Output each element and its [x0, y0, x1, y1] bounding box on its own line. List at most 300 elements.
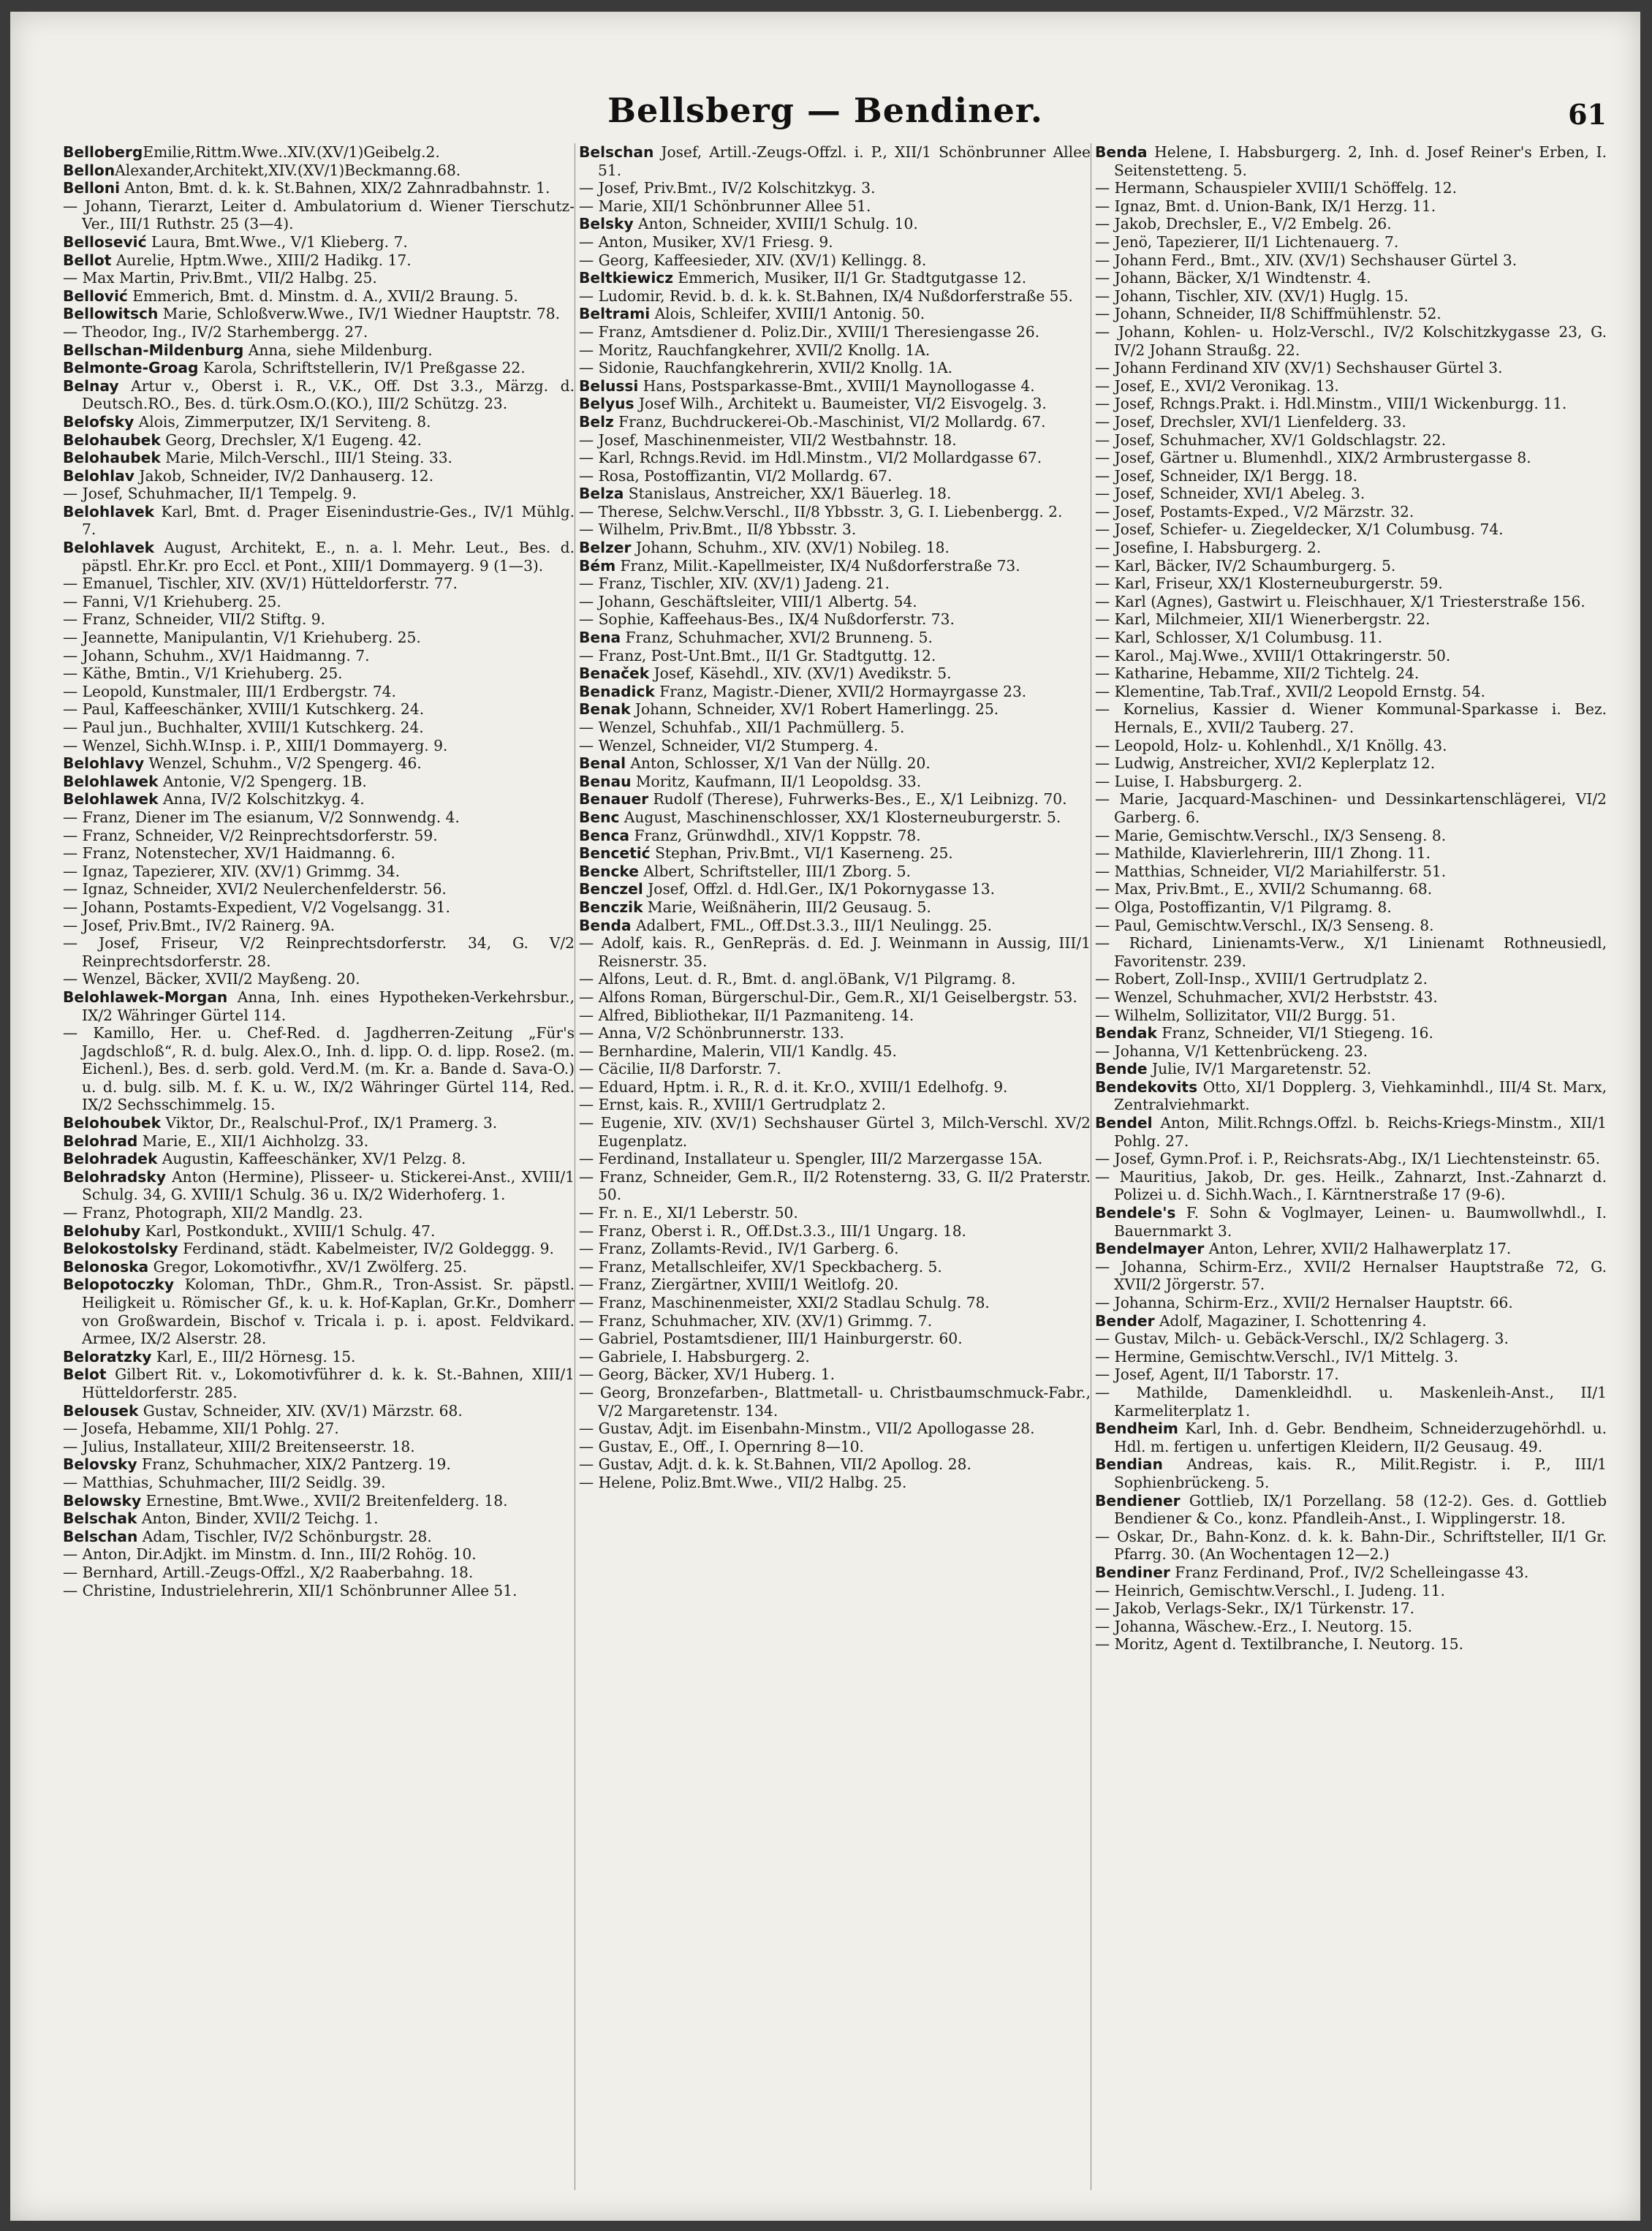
- entry-text: Franz Ferdinand, Prof., IV/2 Schelleingasse 43.: [1170, 1563, 1529, 1581]
- directory-entry: [1095, 323, 1607, 359]
- entry-text: — Karl, Bäcker, IV/2 Schaumburgerg. 5.: [1095, 556, 1396, 575]
- entry-text: — Josef, Schuhmacher, II/1 Tempelg. 9.: [63, 485, 357, 503]
- directory-entry: [579, 1060, 1091, 1078]
- directory-entry: [1095, 1204, 1607, 1240]
- entry-text: Gustav, Schneider, XIV. (XV/1) Märzstr. 68.: [138, 1401, 463, 1420]
- entry-text: — Johann, Geschäftsleiter, VIII/1 Albertg. 54.: [579, 592, 917, 610]
- entry-text: Anton, Milit.Rchngs.Offzl. b. Reichs-Kriegs-Minstm., XII/1 Pohlg. 27.: [1114, 1114, 1607, 1150]
- entry-text: Josef, Käsehdl., XIV. (XV/1) Avedikstr. 5.: [649, 664, 952, 683]
- directory-entry: [1095, 1114, 1607, 1150]
- entry-text: — Marie, XII/1 Schönbrunner Allee 51.: [579, 197, 871, 215]
- directory-entry: [1095, 863, 1607, 881]
- directory-entry: [579, 1150, 1091, 1168]
- directory-entry: [1095, 827, 1607, 845]
- entry-text: Johann, Schuhm., XIV. (XV/1) Nobileg. 18.: [631, 539, 950, 557]
- entry-surname: Bende: [1095, 1060, 1148, 1078]
- entry-text: Hans, Postsparkasse-Bmt., XVIII/1 Maynollogasse 4.: [638, 376, 1035, 395]
- entry-text: — Sidonie, Rauchfangkehrerin, XVII/2 Knollg. 1A.: [579, 359, 953, 377]
- entry-text: Helene, I. Habsburgerg. 2, Inh. d. Josef Reiner's Erben, I. Seitenstetteng. 5.: [1114, 143, 1607, 179]
- directory-entry: [579, 647, 1091, 665]
- entry-surname: Bender: [1095, 1311, 1155, 1330]
- directory-entry: [1095, 683, 1607, 701]
- entry-text: — Ferdinand, Installateur u. Spengler, III/2 Marzergasse 15A.: [579, 1150, 1043, 1168]
- entry-surname: Belofsky: [63, 412, 134, 431]
- entry-surname: Bellović: [63, 287, 128, 305]
- entry-text: — Wenzel, Sichh.W.Insp. i. P., XIII/1 Dommayerg. 9.: [63, 736, 448, 754]
- entry-text: Karl, Inh. d. Gebr. Bendheim, Schneiderzugehörhdl. u. Hdl. m. fertigen u. unfertigen Kleidern, II/2 Geusaug. 49.: [1114, 1420, 1607, 1455]
- entry-text: — Johann Ferdinand XIV (XV/1) Sechshauser Gürtel 3.: [1095, 359, 1503, 377]
- directory-entry: [63, 808, 575, 827]
- entry-text: Anna, siehe Mildenburg.: [243, 341, 433, 359]
- entry-surname: Bena: [579, 629, 621, 647]
- entry-text: — Franz, Schneider, VII/2 Stiftg. 9.: [63, 610, 326, 629]
- directory-entry: [63, 719, 575, 737]
- entry-text: Adam, Tischler, IV/2 Schönburgstr. 28.: [137, 1527, 432, 1545]
- directory-entry: [1095, 1618, 1607, 1636]
- entry-text: — Josef, Schneider, IX/1 Bergg. 18.: [1095, 466, 1358, 485]
- column-3: [1095, 143, 1607, 2190]
- entry-text: — Gustav, E., Off., I. Opernring 8—10.: [579, 1437, 864, 1455]
- entry-text: Karola, Schriftstellerin, IV/1 Preßgasse 22.: [198, 359, 526, 377]
- entry-text: — Josef, Schuhmacher, XV/1 Goldschlagstr. 22.: [1095, 431, 1447, 449]
- entry-text: — Wenzel, Schneider, VI/2 Stumperg. 4.: [579, 736, 879, 754]
- entry-text: — Johann, Tischler, XIV. (XV/1) Huglg. 15.: [1095, 287, 1409, 305]
- directory-entry: [63, 413, 575, 431]
- entry-surname: Benak: [579, 700, 631, 719]
- entry-text: — Moritz, Rauchfangkehrer, XVII/2 Knollg. 1A.: [579, 341, 931, 359]
- entry-text: — Franz, Schneider, V/2 Reinprechtsdorferstr. 59.: [63, 826, 438, 844]
- entry-text: Franz, Schneider, VI/1 Stiegeng. 16.: [1156, 1024, 1433, 1042]
- directory-entry: [579, 1078, 1091, 1096]
- entry-text: Anton, Lehrer, XVII/2 Halhawerplatz 17.: [1204, 1240, 1512, 1258]
- directory-entry: [1095, 664, 1607, 683]
- entry-surname: Benca: [579, 826, 630, 844]
- entry-text: — Käthe, Bmtin., V/1 Kriehuberg. 25.: [63, 664, 343, 683]
- directory-entry: [63, 431, 575, 450]
- entry-text: Moritz, Kaufmann, II/1 Leopoldsg. 33.: [631, 772, 922, 790]
- directory-entry: [63, 233, 575, 251]
- directory-entry: [1095, 1150, 1607, 1168]
- directory-entry: [579, 917, 1091, 935]
- entry-text: — Georg, Bäcker, XV/1 Huberg. 1.: [579, 1366, 836, 1384]
- directory-entry: [579, 520, 1091, 539]
- directory-entry: [63, 1132, 575, 1151]
- entry-surname: Bém: [579, 556, 616, 575]
- entry-text: Andreas, kais. R., Milit.Registr. i. P., III/1 Sophienbrückeng. 5.: [1114, 1455, 1607, 1491]
- entry-text: — Josef, Rchngs.Prakt. i. Hdl.Minstm., VIII/1 Wickenburgg. 11.: [1095, 395, 1567, 413]
- entry-surname: Benadick: [579, 682, 655, 700]
- directory-entry: [63, 988, 575, 1024]
- entry-text: — Johanna, Wäschew.-Erz., I. Neutorg. 15.: [1095, 1617, 1412, 1635]
- entry-text: Gottlieb, IX/1 Porzellang. 58 (12-2). Ges. d. Gottlieb Bendiener & Co., konz. Pfandleih-Anst., I. Wipplingerstr. 18.: [1114, 1491, 1607, 1528]
- directory-entry: [579, 700, 1091, 719]
- entry-text: Anton, Binder, XVII/2 Teichg. 1.: [137, 1510, 379, 1528]
- entry-surname: Benal: [579, 754, 626, 773]
- directory-entry: [63, 1024, 575, 1114]
- directory-entry: [1095, 773, 1607, 791]
- page-number: 61: [1568, 98, 1607, 131]
- entry-text: — Paul, Kaffeeschänker, XVIII/1 Kutschkerg. 24.: [63, 700, 425, 719]
- entry-surname: Belohradsky: [63, 1167, 166, 1186]
- entry-text: — Franz, Ziergärtner, XVIII/1 Weitlofg. 20.: [579, 1276, 899, 1294]
- entry-text: — Helene, Poliz.Bmt.Wwe., VII/2 Halbg. 25.: [579, 1473, 907, 1491]
- directory-entry: [63, 179, 575, 197]
- directory-entry: [579, 988, 1091, 1007]
- directory-entry: [1095, 593, 1607, 611]
- entry-text: — Georg, Bronzefarben-, Blattmetall- u. Christbaumschmuck-Fabr., V/2 Margaretenstr. 134.: [579, 1383, 1091, 1420]
- directory-entry: [1095, 359, 1607, 377]
- entry-surname: Belohaubek: [63, 431, 161, 449]
- entry-text: — Leopold, Holz- u. Kohlenhdl., X/1 Knöllg. 43.: [1095, 736, 1447, 754]
- entry-text: Artur v., Oberst i. R., V.K., Off. Dst 3.3., Märzg. d. Deutsch.RO., Bes. d. türk.Osm.O.(KO.), III/2 Schützg. 23.: [82, 376, 575, 413]
- entry-text: Georg, Drechsler, X/1 Eugeng. 42.: [160, 431, 422, 449]
- entry-text: — Johann, Tierarzt, Leiter d. Ambulatorium d. Wiener Tierschutz-Ver., III/1 Ruthstr. 25 (3—4).: [63, 197, 575, 233]
- entry-text: Ernestine, Bmt.Wwe., XVII/2 Breitenfelderg. 18.: [141, 1491, 508, 1510]
- entry-surname: Bendelmayer: [1095, 1240, 1205, 1258]
- directory-entry: [63, 754, 575, 773]
- directory-entry: [63, 251, 575, 270]
- entry-text: — Josef, Schneider, XVI/1 Abeleg. 3.: [1095, 485, 1365, 503]
- entry-text: — Anna, V/2 Schönbrunnerstr. 133.: [579, 1024, 844, 1042]
- entry-text: Julie, IV/1 Margaretenstr. 52.: [1147, 1060, 1372, 1078]
- entry-text: — Fr. n. E., XI/1 Leberstr. 50.: [579, 1204, 798, 1222]
- directory-entry: [1095, 503, 1607, 521]
- directory-entry: [579, 575, 1091, 593]
- entry-text: August, Architekt, E., n. a. l. Mehr. Leut., Bes. d. päpstl. Ehr.Kr. pro Eccl. et Pont., XIII/1 Dommayerg. 9 (1—3).: [82, 539, 575, 575]
- entry-text: Marie, Weißnäherin, III/2 Geusaug. 5.: [643, 898, 931, 916]
- entry-text: — Franz, Oberst i. R., Off.Dst.3.3., III/1 Ungarg. 18.: [579, 1221, 966, 1240]
- directory-entry: [579, 323, 1091, 341]
- directory-entry: [579, 1420, 1091, 1438]
- entry-text: — Franz, Diener im The esianum, V/2 Sonnwendg. 4.: [63, 808, 460, 826]
- entry-text: — Fanni, V/1 Kriehuberg. 25.: [63, 592, 281, 610]
- directory-entry: [1095, 197, 1607, 216]
- entry-surname: Bendheim: [1095, 1420, 1178, 1438]
- directory-entry: [579, 1222, 1091, 1241]
- entry-text: — Alfons Roman, Bürgerschul-Dir., Gem.R., XI/1 Geiselbergstr. 53.: [579, 988, 1077, 1006]
- entry-text: — Franz, Amtsdiener d. Poliz.Dir., XVIII/1 Theresiengasse 26.: [579, 322, 1040, 341]
- entry-text: — Katharine, Hebamme, XII/2 Tichtelg. 24.: [1095, 664, 1420, 683]
- entry-text: — Jenö, Tapezierer, II/1 Lichtenauerg. 7.: [1095, 232, 1399, 251]
- entry-text: — Josef, Priv.Bmt., IV/2 Rainerg. 9A.: [63, 916, 336, 934]
- directory-entry: [1095, 917, 1607, 935]
- directory-entry: [579, 1204, 1091, 1222]
- directory-entry: [1095, 880, 1607, 898]
- entry-text: Marie, Schloßverw.Wwe., IV/1 Wiedner Hauptstr. 78.: [158, 305, 561, 323]
- entry-text: — Johanna, Schirm-Erz., XVII/2 Hernalser Hauptstr. 66.: [1095, 1294, 1513, 1311]
- directory-entry: [63, 1510, 575, 1528]
- entry-text: — Richard, Linienamts-Verw., X/1 Linienamt Rothneusiedl, Favoritenstr. 239.: [1095, 934, 1607, 970]
- entry-text: Marie, Milch-Verschl., III/1 Steing. 33.: [160, 449, 452, 467]
- directory-entry: [1095, 431, 1607, 450]
- entry-text: — Ludomir, Revid. b. d. k. k. St.Bahnen, IX/4 Nußdorferstraße 55.: [579, 287, 1073, 305]
- directory-entry: [579, 179, 1091, 197]
- entry-text: — Luise, I. Habsburgerg. 2.: [1095, 772, 1303, 790]
- directory-entry: [63, 917, 575, 935]
- entry-text: Josef, Artill.-Zeugs-Offzl. i. P., XII/1 Schönbrunner Allee 51.: [598, 143, 1091, 179]
- entry-surname: Belsky: [579, 215, 634, 233]
- entry-text: — Josef, Gärtner u. Blumenhdl., XIX/2 Armbrustergasse 8.: [1095, 449, 1531, 467]
- entry-text: Alois, Zimmerputzer, IX/1 Serviteng. 8.: [134, 412, 431, 431]
- entry-text: — Franz, Notenstecher, XV/1 Haidmanng. 6.: [63, 844, 395, 863]
- directory-entry: [579, 790, 1091, 808]
- entry-text: — Alfons, Leut. d. R., Bmt. d. angl.öBank, V/1 Pilgramg. 8.: [579, 970, 1016, 988]
- directory-entry: [63, 1168, 575, 1204]
- entry-text: — Alfred, Bibliothekar, II/1 Pazmaniteng. 14.: [579, 1006, 914, 1024]
- directory-entry: [1095, 287, 1607, 306]
- directory-entry: [63, 934, 575, 970]
- entry-surname: Belokostolsky: [63, 1240, 178, 1258]
- entry-surname: Belz: [579, 412, 614, 431]
- entry-text: — Klementine, Tab.Traf., XVII/2 Leopold Ernstg. 54.: [1095, 682, 1486, 700]
- directory-entry: [579, 844, 1091, 863]
- entry-text: — Josef, Maschinenmeister, VII/2 Westbahnstr. 18.: [579, 431, 957, 449]
- directory-entry: [1095, 305, 1607, 323]
- directory-entry: [579, 1258, 1091, 1276]
- directory-entry: [63, 485, 575, 503]
- entry-text: — Marie, Jacquard-Maschinen- und Dessinkartenschlägerei, VI/2 Garberg. 6.: [1095, 790, 1607, 826]
- directory-entry: [579, 215, 1091, 233]
- directory-entry: [63, 269, 575, 287]
- directory-entry: [1095, 1384, 1607, 1420]
- entry-surname: Belohlavy: [63, 754, 145, 773]
- directory-entry: [1095, 1240, 1607, 1258]
- directory-entry: [63, 1545, 575, 1564]
- directory-entry: [1095, 557, 1607, 575]
- entry-text: — Johann Ferd., Bmt., XIV. (XV/1) Sechshauser Gürtel 3.: [1095, 251, 1518, 269]
- entry-surname: Bendekovits: [1095, 1077, 1198, 1096]
- directory-entry: [579, 683, 1091, 701]
- entry-text: Franz, Schuhmacher, XVI/2 Brunneng. 5.: [621, 629, 933, 647]
- directory-entry: [579, 1312, 1091, 1330]
- directory-entry: [1095, 1635, 1607, 1654]
- entry-text: — Therese, Selchw.Verschl., II/8 Ybbsstr. 3, G. I. Liebenbergg. 2.: [579, 502, 1063, 520]
- directory-entry: [1095, 179, 1607, 197]
- directory-entry: [579, 557, 1091, 575]
- directory-entry: [579, 1168, 1091, 1204]
- entry-surname: Belloni: [63, 179, 121, 197]
- directory-entry: [63, 1204, 575, 1222]
- entry-text: — Josef, Priv.Bmt., IV/2 Kolschitzkyg. 3.: [579, 179, 876, 197]
- entry-text: Stephan, Priv.Bmt., VI/1 Kaserneng. 25.: [650, 844, 953, 863]
- entry-text: Ferdinand, städt. Kabelmeister, IV/2 Goldeggg. 9.: [178, 1240, 554, 1258]
- entry-text: — Gustav, Adjt. d. k. k. St.Bahnen, VII/2 Apollog. 28.: [579, 1455, 971, 1474]
- directory-entry: [1095, 1258, 1607, 1294]
- entry-text: Anna, IV/2 Kolschitzkyg. 4.: [158, 790, 365, 808]
- directory-entry: [579, 1455, 1091, 1474]
- directory-entry: [63, 359, 575, 377]
- directory-entry: [1095, 610, 1607, 629]
- entry-text: Franz, Schuhmacher, XIX/2 Pantzerg. 19.: [137, 1455, 451, 1474]
- directory-entry: [63, 844, 575, 863]
- directory-entry: [63, 1492, 575, 1510]
- entry-text: — Mauritius, Jakob, Dr. ges. Heilk., Zahnarzt, Inst.-Zahnarzt d. Polizei u. d. Sichh.Wach., I. Kärntnerstraße 17 (9-6).: [1095, 1167, 1607, 1204]
- entry-text: Johann, Schneider, XV/1 Robert Hamerlingg. 25.: [630, 700, 999, 719]
- entry-text: Adolf, Magaziner, I. Schottenring 4.: [1154, 1311, 1427, 1330]
- entry-text: — Leopold, Kunstmaler, III/1 Erdbergstr. 74.: [63, 682, 396, 700]
- entry-text: — Jakob, Verlags-Sekr., IX/1 Türkenstr. 17.: [1095, 1599, 1415, 1618]
- directory-entry: [579, 431, 1091, 450]
- directory-entry: [1095, 1366, 1607, 1384]
- entry-text: — Wenzel, Schuhfab., XII/1 Pachmüllerg. 5.: [579, 719, 905, 736]
- entry-surname: Belussi: [579, 376, 639, 395]
- entry-text: — Max Martin, Priv.Bmt., VII/2 Halbg. 25.: [63, 269, 377, 287]
- directory-entry: [63, 1222, 575, 1241]
- directory-entry: [1095, 790, 1607, 826]
- entry-text: Anton, Bmt. d. k. k. St.Bahnen, XIX/2 Zahnradbahnstr. 1.: [120, 179, 550, 197]
- directory-entry: [63, 539, 575, 575]
- directory-entry: [579, 1330, 1091, 1348]
- entry-text: — Ludwig, Anstreicher, XVI/2 Keplerplatz 12.: [1095, 754, 1436, 773]
- entry-text: — Mathilde, Damenkleidhdl. u. Maskenleih-Anst., II/1 Karmeliterplatz 1.: [1095, 1383, 1607, 1420]
- directory-entry: [579, 197, 1091, 216]
- entry-surname: Belohlav: [63, 466, 134, 485]
- entry-surname: Bendak: [1095, 1024, 1157, 1042]
- directory-entry: [63, 790, 575, 808]
- entry-text: — Karl (Agnes), Gastwirt u. Fleischhauer, X/1 Triesterstraße 156.: [1095, 592, 1585, 610]
- entry-surname: Benc: [579, 808, 620, 826]
- entry-surname: Bellot: [63, 251, 112, 269]
- directory-entry: [579, 233, 1091, 251]
- directory-entry: [579, 539, 1091, 557]
- entry-text: Emilie,Rittm.Wwe..XIV.(XV/1)Geibelg.2.: [143, 143, 440, 161]
- directory-entry: [63, 1564, 575, 1582]
- entry-surname: Belmonte-Groag: [63, 359, 199, 377]
- entry-text: — Josef, E., XVI/2 Veronikag. 13.: [1095, 376, 1339, 395]
- entry-surname: Belohaubek: [63, 449, 161, 467]
- directory-entry: [579, 287, 1091, 306]
- directory-entry: [63, 1150, 575, 1168]
- directory-entry: [579, 970, 1091, 988]
- directory-entry: [63, 898, 575, 917]
- entry-surname: Belyus: [579, 395, 634, 413]
- directory-entry: [1095, 377, 1607, 395]
- directory-entry: [1095, 700, 1607, 736]
- directory-entry: [1095, 269, 1607, 287]
- entry-text: — Josef, Gymn.Prof. i. P., Reichsrats-Abg., IX/1 Liechtensteinstr. 65.: [1095, 1150, 1601, 1168]
- entry-text: — Christine, Industrielehrerin, XII/1 Schönbrunner Allee 51.: [63, 1581, 518, 1599]
- entry-surname: Belschan: [579, 143, 654, 161]
- directory-entry: [63, 827, 575, 845]
- directory-entry: [63, 593, 575, 611]
- entry-text: — Bernhardine, Malerin, VII/1 Kandlg. 45.: [579, 1042, 897, 1060]
- directory-entry: [1095, 1024, 1607, 1042]
- entry-surname: Belloberg: [63, 143, 143, 161]
- directory-entry: [63, 700, 575, 719]
- entry-text: Albert, Schriftsteller, III/1 Zborg. 5.: [639, 862, 912, 880]
- entry-text: — Ignaz, Schneider, XVI/2 Neulerchenfelderstr. 56.: [63, 880, 447, 898]
- entry-text: — Sophie, Kaffeehaus-Bes., IX/4 Nußdorferstr. 73.: [579, 610, 955, 629]
- entry-surname: Bellowitsch: [63, 305, 159, 323]
- directory-entry: [63, 377, 575, 413]
- entry-text: Anton (Hermine), Plisseer- u. Stickerei-Anst., XVIII/1 Schulg. 34, G. XVIII/1 Schulg. 36 u. IX/2 Widerhoferg. 1.: [82, 1167, 575, 1204]
- entry-text: Otto, XI/1 Dopplerg. 3, Viehkaminhdl., III/4 St. Marx, Zentralviehmarkt.: [1114, 1077, 1607, 1114]
- entry-text: — Gabriele, I. Habsburgerg. 2.: [579, 1347, 810, 1366]
- entry-surname: Bendele's: [1095, 1204, 1176, 1222]
- entry-text: — Josef, Schiefer- u. Ziegeldecker, X/1 Columbusg. 74.: [1095, 520, 1504, 539]
- directory-entry: [1095, 1042, 1607, 1061]
- entry-text: Augustin, Kaffeeschänker, XV/1 Pelzg. 8.: [157, 1150, 466, 1168]
- entry-text: — Franz, Post-Unt.Bmt., II/1 Gr. Stadtguttg. 12.: [579, 646, 936, 664]
- directory-entry: [579, 341, 1091, 360]
- entry-text: — Karl, Rchngs.Revid. im Hdl.Minstm., VI/2 Mollardgasse 67.: [579, 449, 1042, 467]
- column-2: [579, 143, 1091, 2190]
- entry-text: — Josef, Friseur, V/2 Reinprechtsdorferstr. 34, G. V/2 Reinprechtsdorferstr. 28.: [63, 934, 575, 970]
- directory-entry: [579, 610, 1091, 629]
- entry-text: Franz, Grünwdhdl., XIV/1 Koppstr. 78.: [629, 826, 921, 844]
- entry-surname: Bendian: [1095, 1455, 1163, 1474]
- directory-entry: [579, 808, 1091, 827]
- directory-entry: [1095, 520, 1607, 539]
- directory-entry: [63, 323, 575, 341]
- entry-surname: Benda: [579, 916, 632, 934]
- entry-text: — Kornelius, Kassier d. Wiener Kommunal-Sparkasse i. Bez. Hernals, E., XVII/2 Tauberg. 27.: [1095, 700, 1607, 736]
- entry-surname: Belohradek: [63, 1150, 158, 1168]
- entry-text: — Julius, Installateur, XIII/2 Breitenseerstr. 18.: [63, 1437, 415, 1455]
- directory-entry: [579, 934, 1091, 970]
- entry-surname: Bellschan-Mildenburg: [63, 341, 244, 359]
- entry-text: — Franz, Photograph, XII/2 Mandlg. 23.: [63, 1204, 363, 1222]
- directory-entry: [63, 683, 575, 701]
- directory-entry: [1095, 754, 1607, 773]
- directory-entry: [63, 575, 575, 593]
- directory-entry: [63, 162, 575, 180]
- entry-text: Josef Wilh., Architekt u. Baumeister, VI/2 Eisvogelg. 3.: [634, 395, 1047, 413]
- directory-entry: [63, 341, 575, 360]
- entry-text: Rudolf (Therese), Fuhrwerks-Bes., E., X/1 Leibnizg. 70.: [648, 790, 1067, 808]
- entry-surname: Belohlavek: [63, 539, 155, 557]
- entry-text: — Franz, Metallschleifer, XV/1 Speckbacherg. 5.: [579, 1257, 942, 1276]
- entry-text: Anna, Inh. eines Hypotheken-Verkehrsbur., IX/2 Währinger Gürtel 114.: [82, 988, 575, 1024]
- directory-entry: [63, 737, 575, 755]
- directory-entry: [579, 664, 1091, 683]
- directory-entry: [579, 1348, 1091, 1366]
- directory-entry: [579, 269, 1091, 287]
- entry-text: Koloman, ThDr., Ghm.R., Tron-Assist. Sr. päpstl. Heiligkeit u. Römischer Gf., k. u. k. Hof-Kaplan, Gr.Kr., Domherr von Großwardein, Bischof v. Tricala i. p. i. apost. Feldvikard. Armee, IX/2 Alserstr. 28.: [82, 1276, 575, 1348]
- entry-text: — Johanna, Schirm-Erz., XVII/2 Hernalser Hauptstraße 72, G. XVII/2 Jörgerstr. 57.: [1095, 1257, 1607, 1294]
- entry-text: — Wilhelm, Sollizitator, VII/2 Burgg. 51.: [1095, 1006, 1396, 1024]
- entry-text: Franz, Milit.-Kapellmeister, IX/4 Nußdorferstraße 73.: [615, 556, 1020, 575]
- directory-entry: [579, 898, 1091, 917]
- entry-surname: Belza: [579, 485, 624, 503]
- directory-entry: [579, 773, 1091, 791]
- entry-text: — Gabriel, Postamtsdiener, III/1 Hainburgerstr. 60.: [579, 1330, 963, 1348]
- entry-text: — Franz, Maschinenmeister, XXI/2 Stadlau Schulg. 78.: [579, 1294, 990, 1311]
- entry-text: — Gustav, Adjt. im Eisenbahn-Minstm., VII/2 Apollogasse 28.: [579, 1420, 1035, 1438]
- directory-entry: [1095, 1348, 1607, 1366]
- entry-text: — Heinrich, Gemischtw.Verschl., I. Judeng. 11.: [1095, 1581, 1445, 1599]
- entry-surname: Belnay: [63, 376, 119, 395]
- directory-entry: [1095, 1294, 1607, 1312]
- entry-text: — Jakob, Drechsler, E., V/2 Embelg. 26.: [1095, 215, 1392, 233]
- entry-surname: Bencke: [579, 862, 639, 880]
- page-header: Bellsberg — Bendiner.: [607, 91, 1043, 130]
- entry-text: — Wenzel, Bäcker, XVII/2 Mayßeng. 20.: [63, 970, 360, 988]
- entry-text: — Karl, Friseur, XX/1 Klosterneuburgerstr. 59.: [1095, 575, 1443, 593]
- directory-entry: [579, 1276, 1091, 1294]
- directory-entry: [1095, 467, 1607, 485]
- directory-entry: [579, 395, 1091, 413]
- directory-entry: [579, 1294, 1091, 1312]
- directory-entry: [579, 863, 1091, 881]
- entry-text: Josef, Offzl. d. Hdl.Ger., IX/1 Pokornygasse 13.: [643, 880, 995, 898]
- directory-entry: [1095, 1582, 1607, 1600]
- directory-entry: [1095, 844, 1607, 863]
- entry-surname: Belschak: [63, 1510, 137, 1528]
- entry-text: — Matthias, Schuhmacher, III/2 Seidlg. 39.: [63, 1473, 386, 1491]
- directory-entry: [63, 1258, 575, 1276]
- directory-entry: [1095, 737, 1607, 755]
